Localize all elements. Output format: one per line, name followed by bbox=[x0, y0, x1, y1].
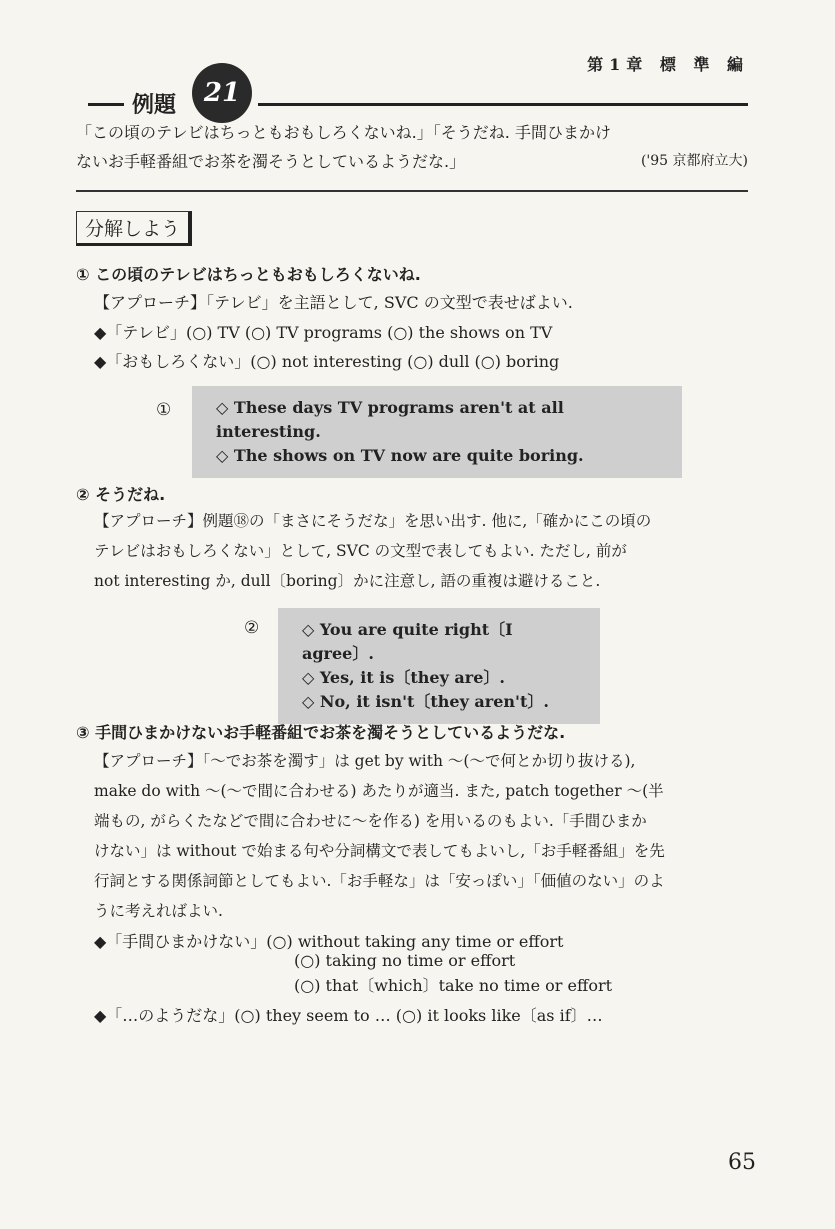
part2-answer-box bbox=[278, 608, 600, 724]
example-label: 例題 bbox=[132, 93, 177, 118]
answer-line: ◇ The shows on TV now are quite boring. bbox=[216, 446, 584, 465]
answer-line: ◇ Yes, it is〔they are〕. bbox=[302, 668, 505, 687]
part1-bullet-2: ◆「おもしろくない」(○) not interesting (○) dull (○) boring bbox=[94, 352, 560, 371]
approach-line: 【アプローチ】「～でお茶を濁す」は get by with ～(～で何とか切り抜ける), bbox=[94, 752, 636, 770]
header-rule-left bbox=[88, 103, 124, 106]
problem-line-1: 「この頃のテレビはちっともおもしろくないね.」「そうだね. 手間ひまかけ bbox=[76, 123, 611, 142]
example-number: 21 bbox=[203, 78, 241, 108]
part2-heading: ② そうだね. bbox=[76, 485, 166, 504]
part3-bullet-1: ◆「手間ひまかけない」(○) without taking any time or effort bbox=[94, 932, 564, 951]
part3-bullet-1b: (○) taking no time or effort bbox=[294, 951, 516, 970]
approach-line: make do with ～(～で間に合わせる) あたりが適当. また, patch together ～(半 bbox=[94, 782, 664, 800]
part1-approach: 【アプローチ】「テレビ」を主語として, SVC の文型で表せばよい. bbox=[94, 293, 573, 312]
part1-answer-box bbox=[192, 386, 682, 478]
section-title: 分解しよう bbox=[76, 211, 192, 246]
approach-line: 【アプローチ】例題⑱の「まさにそうだな」を思い出す. 他に,「確かにこの頃の bbox=[94, 512, 652, 530]
divider bbox=[76, 190, 748, 192]
approach-line: not interesting か, dull〔boring〕かに注意し, 語の重複は避けること. bbox=[94, 572, 601, 590]
problem-source: ('95 京都府立大) bbox=[640, 153, 748, 169]
part3-bullet-2: ◆「…のようだな」(○) they seem to … (○) it looks like〔as if〕… bbox=[94, 1006, 603, 1025]
answer-line: ◇ No, it isn't〔they aren't〕. bbox=[302, 692, 549, 711]
approach-line: テレビはおもしろくない」として, SVC の文型で表してもよい. ただし, 前が bbox=[94, 542, 627, 560]
part3-heading: ③ 手間ひまかけないお手軽番組でお茶を濁そうとしているようだな. bbox=[76, 723, 566, 742]
part1-answer-number: ① bbox=[156, 400, 172, 420]
example-number-badge bbox=[192, 63, 252, 123]
problem-text bbox=[76, 118, 748, 176]
chapter-heading: 第1章 標 準 編 bbox=[587, 55, 749, 74]
approach-line: うに考えればよい. bbox=[94, 902, 223, 920]
answer-line: ◇ You are quite right〔I agree〕. bbox=[302, 620, 513, 663]
part3-approach bbox=[94, 746, 754, 926]
part1-bullet-1: ◆「テレビ」(○) TV (○) TV programs (○) the shows on TV bbox=[94, 323, 553, 342]
answer-line: ◇ These days TV programs aren't at all interesting. bbox=[216, 398, 564, 441]
approach-line: 端もの, がらくたなどで間に合わせに～を作る) を用いるのもよい.「手間ひまか bbox=[94, 812, 647, 830]
problem-line-2: ないお手軽番組でお茶を濁そうとしているようだな.」 bbox=[76, 152, 466, 171]
approach-line: 行詞とする関係詞節としてもよい.「お手軽な」は「安っぽい」「価値のない」のよ bbox=[94, 872, 665, 890]
part2-answer-number: ② bbox=[244, 618, 260, 638]
part1-heading: ① この頃のテレビはちっともおもしろくないね. bbox=[76, 265, 421, 284]
approach-line: けない」は without で始まる句や分詞構文で表してもよいし,「お手軽番組」を先 bbox=[94, 842, 665, 860]
page-number: 65 bbox=[728, 1150, 756, 1175]
part2-approach bbox=[94, 506, 754, 596]
header-rule-right bbox=[258, 103, 748, 106]
part3-bullet-1c: (○) that〔which〕take no time or effort bbox=[294, 976, 613, 995]
